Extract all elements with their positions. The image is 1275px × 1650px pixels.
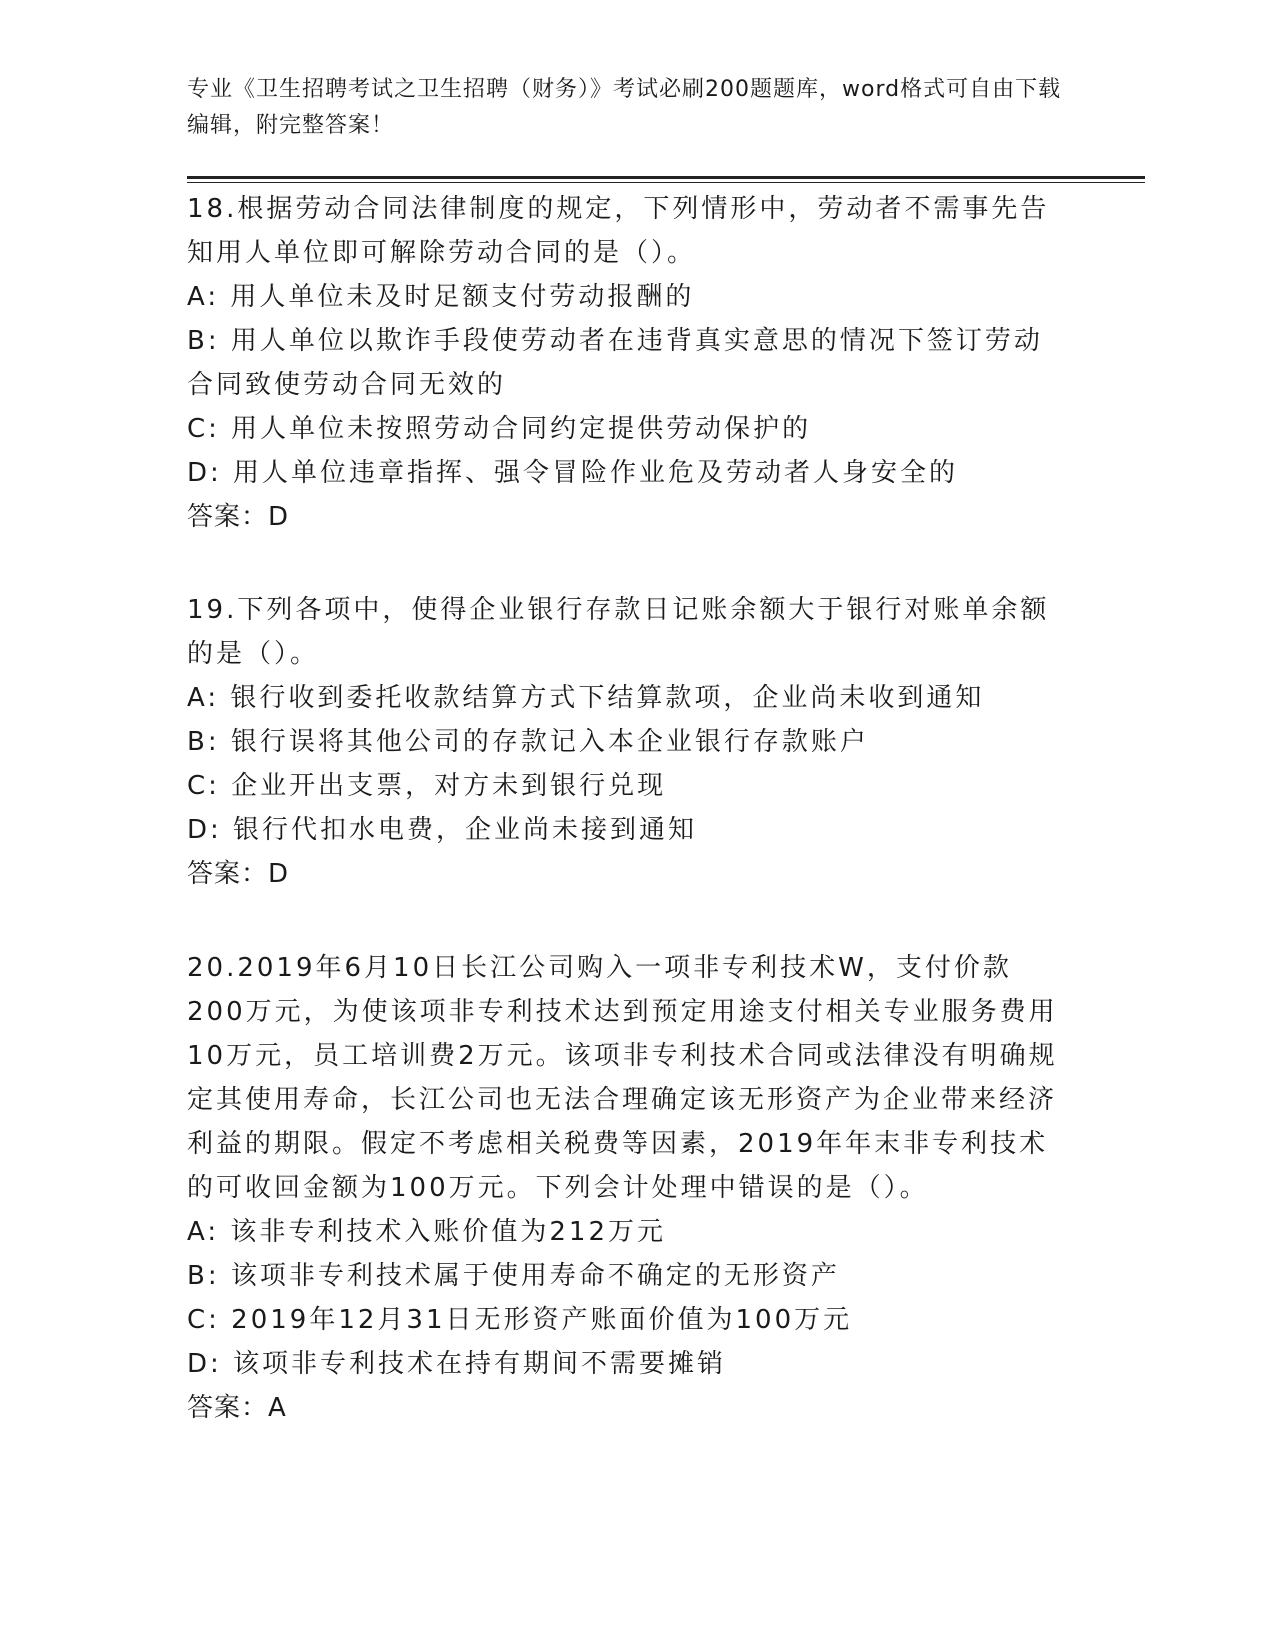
question-20 [187,946,1067,1430]
option-b: B: 该项非专利技术属于使用寿命不确定的无形资产 [187,1261,840,1291]
option-d: D: 该项非专利技术在持有期间不需要摊销 [187,1349,727,1379]
option-c: C: 企业开出支票，对方未到银行兑现 [187,771,667,801]
question-text: 20.2019年6月10日长江公司购入一项非专利技术W，支付价款200万元，为使该项非专利技术达到预定用途支付相关专业服务费用10万元，员工培训费2万元。该项非专利技术合同或法律没有明确规定其使用寿命，长江公司也无法合理确定该无形资产为企业带来经济利益的期限。假定不考虑相关税费等因素，2019年年末非专利技术的可收回金额为100万元。下列会计处理中错误的是（）。 [187,953,1058,1203]
header-divider [187,176,1145,179]
question-18 [187,187,1067,539]
option-b: B: 用人单位以欺诈手段使劳动者在违背真实意思的情况下签订劳动合同致使劳动合同无效的 [187,326,1043,400]
option-a: A: 该非专利技术入账价值为212万元 [187,1217,666,1247]
answer: 答案：D [187,502,290,532]
option-c: C: 2019年12月31日无形资产账面价值为100万元 [187,1305,853,1335]
option-d: D: 用人单位违章指挥、强令冒险作业危及劳动者人身安全的 [187,458,959,488]
question-19 [187,588,1067,896]
option-b: B: 银行误将其他公司的存款记入本企业银行存款账户 [187,727,869,757]
question-text: 18.根据劳动合同法律制度的规定，下列情形中，劳动者不需事先告知用人单位即可解除劳动合同的是（）。 [187,194,1050,268]
option-c: C: 用人单位未按照劳动合同约定提供劳动保护的 [187,414,812,444]
option-d: D: 银行代扣水电费，企业尚未接到通知 [187,815,698,845]
option-a: A: 用人单位未及时足额支付劳动报酬的 [187,282,695,312]
answer: 答案：D [187,859,290,889]
header-divider-thin [187,182,1145,183]
document-header: 专业《卫生招聘考试之卫生招聘（财务）》考试必刷200题题库，word格式可自由下载编辑，附完整答案！ [187,77,1062,138]
answer: 答案：A [187,1393,287,1423]
question-text: 19.下列各项中，使得企业银行存款日记账余额大于银行对账单余额的是（）。 [187,595,1050,669]
option-a: A: 银行收到委托收款结算方式下结算款项，企业尚未收到通知 [187,683,985,713]
